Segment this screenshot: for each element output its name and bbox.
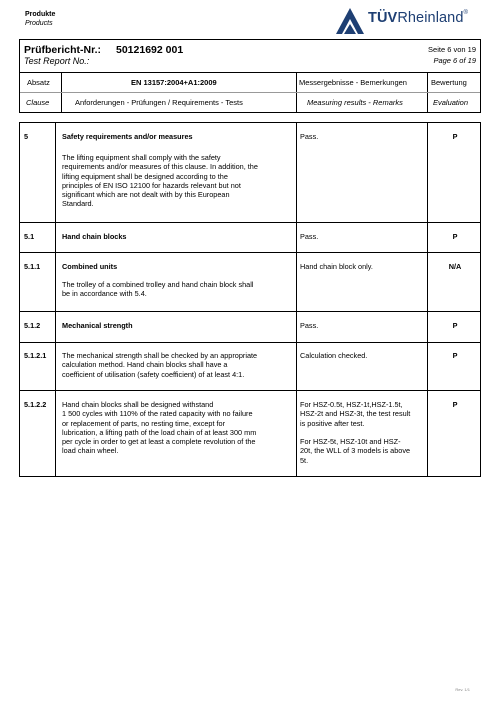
row-clause: 5.1 [24,232,35,241]
category-label: Produkte [25,11,56,18]
row-verdict: N/A [448,262,462,271]
row-verdict: P [452,132,458,141]
col-results-de: Messergebnisse - Bemerkungen [299,78,407,87]
row-verdict: P [452,232,458,241]
row-verdict: P [452,321,458,330]
col-standard: EN 13157:2004+A1:2009 [131,78,217,87]
col-eval-en: Evaluation [433,98,469,107]
logo-text: TÜVRheinland® [368,10,469,26]
row-verdict: P [452,351,458,360]
row-result: Pass. [300,321,319,330]
column-header [19,73,481,113]
page-indicator-en: Page 6 of 19 [433,56,476,65]
row-text: The mechanical strength shall be checked by an appropriate calculation method. Hand chain blocks shall have a coefficient of utilisation (safety coefficient) of at least 4:1. [62,351,258,379]
row-title: Safety requirements and/or measures [62,132,193,141]
row-title: Hand chain blocks [62,232,127,241]
row-result: Pass. [300,132,319,141]
footer-revision: Rev. 1/1 [455,687,470,692]
row-result: Pass. [300,232,319,241]
row-result: For HSZ-0.5t, HSZ-1t,HSZ-1.5t, HSZ-2t and HSZ-3t, the test result is positive after test. [300,400,411,428]
category-label-en: Products [25,20,53,27]
row-clause: 5 [24,132,29,141]
row-text: The lifting equipment shall comply with the safety requirements and/or measures of this clause. In addition, the lifting equipment shall be designed according to the principles of EN ISO 12100 for hazards relevant but not significant which are not dealt with by this European Standard. [62,153,258,209]
row-clause: 5.1.1 [24,262,41,271]
row-title: Combined units [62,262,118,271]
col-results-en: Measuring results - Remarks [307,98,403,107]
row-result-2: For HSZ-5t, HSZ-10t and HSZ- 20t, the WLL of 3 models is above 5t. [300,437,411,465]
requirements-table [19,122,481,477]
row-clause: 5.1.2.2 [24,400,47,409]
row-clause: 5.1.2.1 [24,351,47,360]
page-indicator: Seite 6 von 19 [428,45,476,54]
row-text: Hand chain blocks shall be designed withstand 1 500 cycles with 110% of the rated capacity with no failure or replacement of parts, no resting time, except for lubrication, a lifting path of the load chain of at least 300 mm per cycle in order to get at least a complete revolution of the load chain wheel. [62,400,257,456]
report-number: 50121692 001 [116,44,184,56]
row-verdict: P [452,400,458,409]
row-clause: 5.1.2 [24,321,41,330]
report-number-label: Prüfbericht-Nr.: [24,44,102,56]
col-clause-de: Absatz [27,78,50,87]
row-title: Mechanical strength [62,321,133,330]
col-eval-de: Bewertung [431,78,467,87]
report-number-label-en: Test Report No.: [24,56,90,66]
row-result: Calculation checked. [300,351,368,360]
row-result: Hand chain block only. [300,262,373,271]
col-clause-en: Clause [26,98,50,107]
col-requirements: Anforderungen - Prüfungen / Requirements - Tests [75,98,243,107]
row-text: The trolley of a combined trolley and hand chain block shall be in accordance with 5.4. [62,280,254,299]
